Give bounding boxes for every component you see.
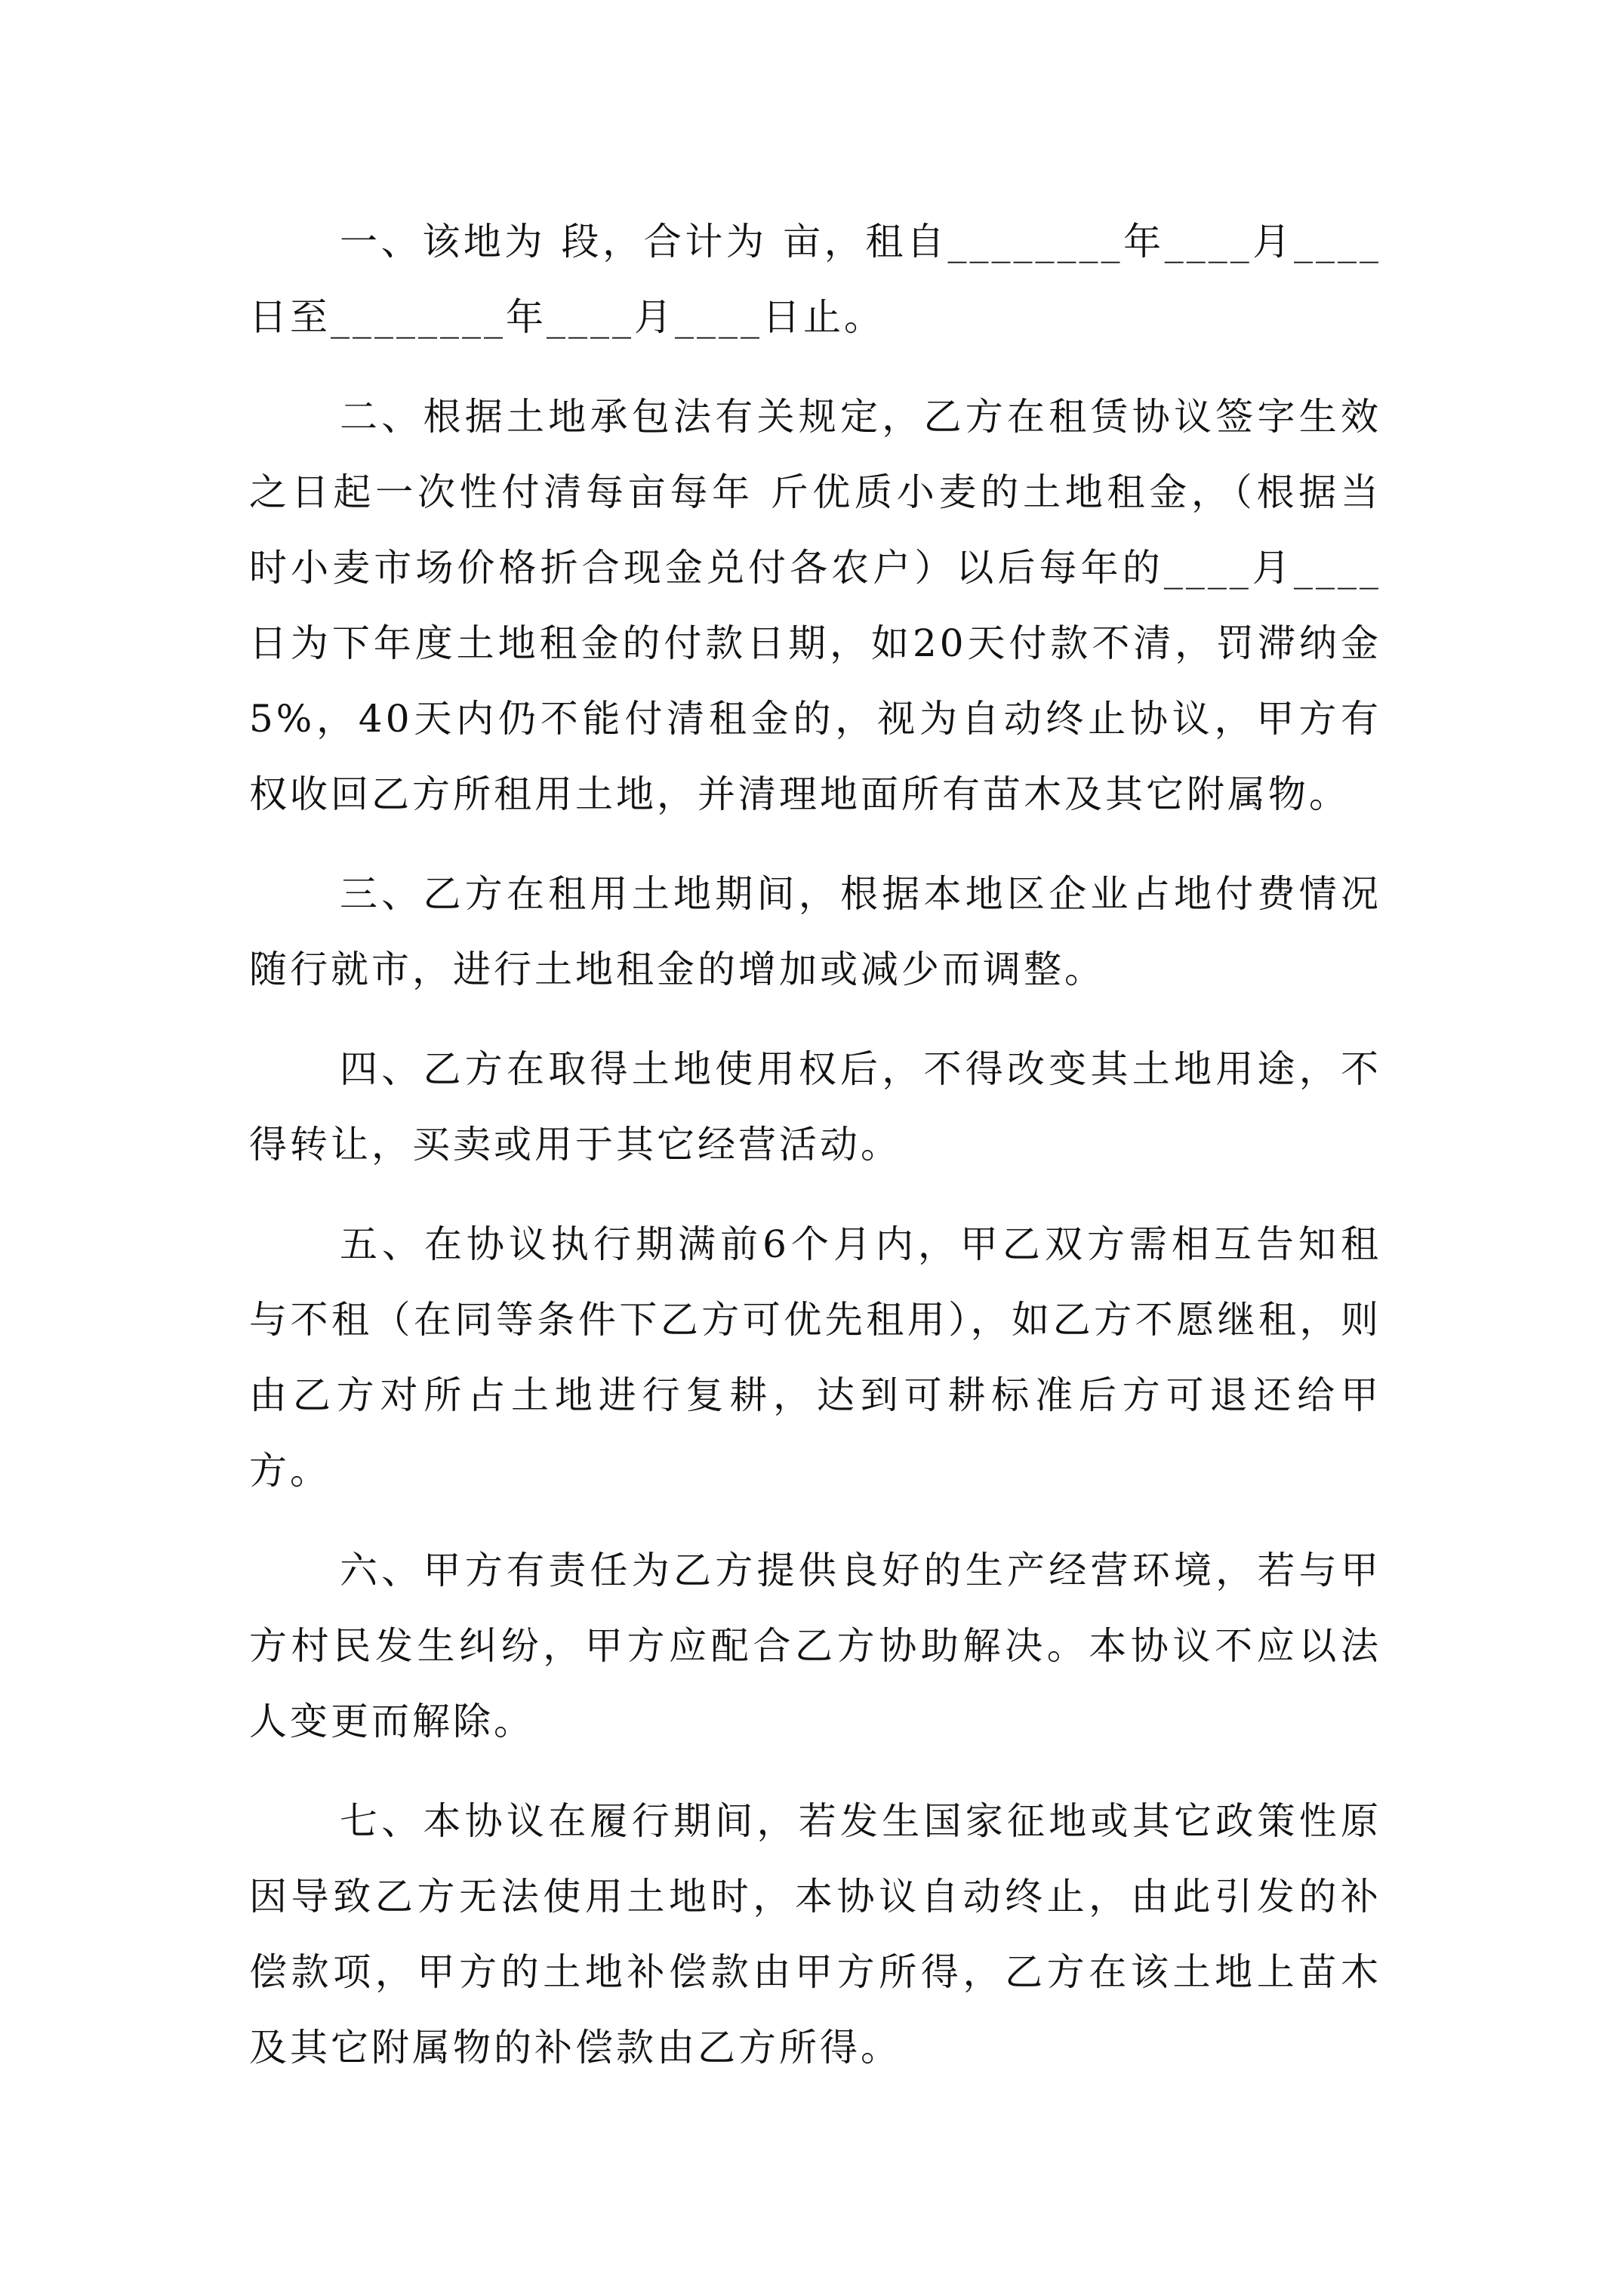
clause-3: 三、乙方在租用土地期间，根据本地区企业占地付费情况随行就市，进行土地租金的增加或减少而调整。 <box>249 872 1381 991</box>
clause-6: 六、甲方有责任为乙方提供良好的生产经营环境，若与甲方村民发生纠纷，甲方应配合乙方协助解决。本协议不应以法人变更而解除。 <box>249 1549 1381 1743</box>
clause-2: 二、根据土地承包法有关规定，乙方在租赁协议签字生效之日起一次性付清每亩每年 斤优质小麦的土地租金，（根据当时小麦市场价格折合现金兑付各农户）以后每年的____月____日为下年度土地租金的付款日期，如20天付款不清，罚滞纳金5%，40天内仍不能付清租金的，视为自动终止协议，甲方有权收回乙方所租用土地，并清理地面所有苗木及其它附属物。 <box>249 395 1381 816</box>
clause-4: 四、乙方在取得土地使用权后，不得改变其土地用途，不得转让，买卖或用于其它经营活动。 <box>249 1047 1381 1166</box>
document-body <box>249 204 1381 2110</box>
clause-7: 七、本协议在履行期间，若发生国家征地或其它政策性原因导致乙方无法使用土地时，本协议自动终止，由此引发的补偿款项，甲方的土地补偿款由甲方所得，乙方在该土地上苗木及其它附属物的补偿款由乙方所得。 <box>249 1799 1381 2069</box>
clause-1: 一、该地为 段，合计为 亩，租自________年____月____日至________年____月____日止。 <box>249 220 1381 339</box>
clause-5: 五、在协议执行期满前6个月内，甲乙双方需相互告知租与不租（在同等条件下乙方可优先租用），如乙方不愿继租，则由乙方对所占土地进行复耕，达到可耕标准后方可退还给甲方。 <box>249 1222 1381 1493</box>
